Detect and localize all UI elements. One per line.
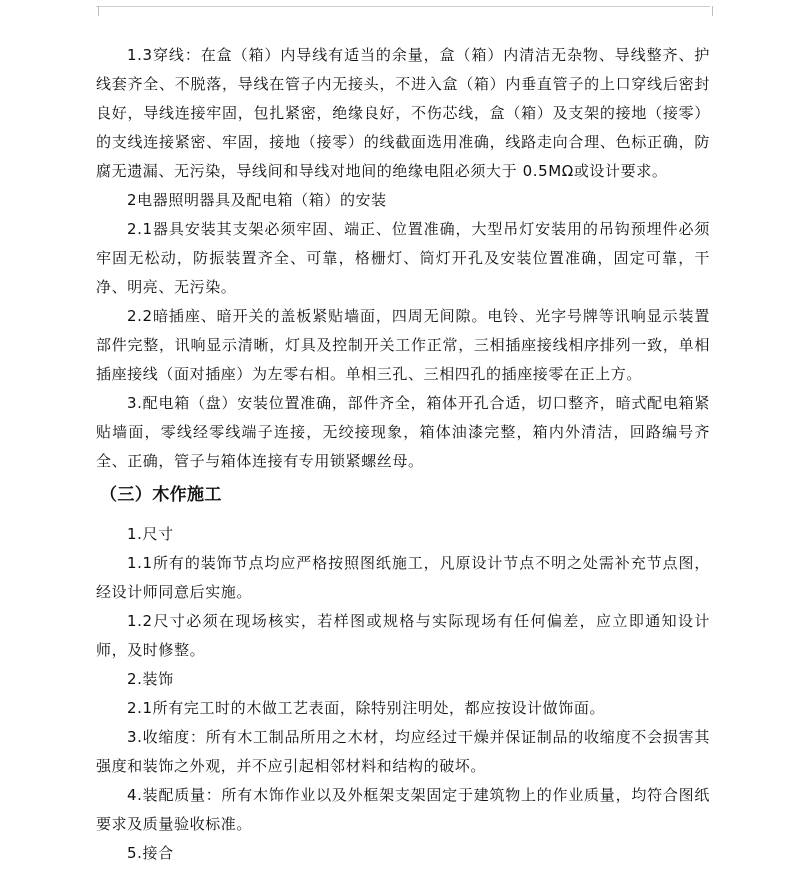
- paragraph-2-fixtures-title: 2电器照明器具及配电箱（箱）的安装: [127, 191, 387, 209]
- paragraph-4-assembly-quality: 4.装配质量：所有木饰作业以及外框架支架固定于建筑物上的作业质量，均符合图纸要求及质量验收标准。: [96, 786, 710, 833]
- page-top-border: [96, 6, 710, 7]
- paragraph-1-2-site-check: 1.2尺寸必须在现场核实，若样图或规格与实际现场有任何偏差，应立即通知设计师，及时修整。: [96, 612, 710, 659]
- paragraph-3-shrinkage: 3.收缩度：所有木工制品所用之木材，均应经过干燥并保证制品的收缩度不会损害其强度和装饰之外观，并不应引起相邻材料和结构的破坏。: [96, 728, 710, 775]
- paragraph-2-2-sockets-switches: 2.2暗插座、暗开关的盖板紧贴墙面，四周无间隙。电铃、光字号牌等讯响显示装置部件完整，讯响显示清晰，灯具及控制开关工作正常，三相插座接线相序排列一致，单相插座接线（面对插座）为左零右相。单相三孔、三相四孔的插座接零在正上方。: [96, 307, 710, 383]
- right-margin-crop-mark: [712, 6, 723, 16]
- left-margin-crop-mark: [88, 6, 99, 16]
- paragraph-3-distribution-box: 3.配电箱（盘）安装位置准确，部件齐全，箱体开孔合适，切口整齐，暗式配电箱紧贴墙面，零线经零线端子连接，无绞接现象，箱体油漆完整，箱内外清洁，回路编号齐全、正确，管子与箱体连接有专用锁紧螺丝母。: [96, 394, 710, 470]
- paragraph-2-1-surface: 2.1所有完工时的木做工艺表面，除特别注明处，都应按设计做饰面。: [127, 699, 606, 717]
- paragraph-1-3-wiring: 1.3穿线：在盒（箱）内导线有适当的余量，盒（箱）内清洁无杂物、导线整齐、护线套齐全、不脱落，导线在管子内无接头，不进入盒（箱）内垂直管子的上口穿线后密封良好，导线连接牢固，包扎紧密，绝缘良好，不伤芯线，盒（箱）及支架的接地（接零）的支线连接紧密、牢固，接地（接零）的线截面选用准确，线路走向合理、色标正确，防腐无遗漏、无污染，导线间和导线对地间的绝缘电阻必须大于 0.5MΩ或设计要求。: [96, 46, 710, 180]
- paragraph-2-1-fixture-mounting: 2.1器具安装其支架必须牢固、端正、位置准确，大型吊灯安装用的吊钩预埋件必须牢固无松动，防振装置齐全、可靠，格栅灯、筒灯开孔及安装位置准确，固定可靠，干净、明亮、无污染。: [96, 220, 710, 296]
- paragraph-2-finishing: 2.装饰: [127, 670, 174, 688]
- document-body: [96, 41, 710, 868]
- section-heading-woodwork: （三）木作施工: [100, 485, 222, 505]
- paragraph-1-dimensions: 1.尺寸: [127, 525, 174, 543]
- paragraph-1-1-nodes: 1.1所有的装饰节点均应严格按照图纸施工，凡原设计节点不明之处需补充节点图，经设计师同意后实施。: [96, 554, 710, 601]
- paragraph-5-joints: 5.接合: [127, 844, 174, 862]
